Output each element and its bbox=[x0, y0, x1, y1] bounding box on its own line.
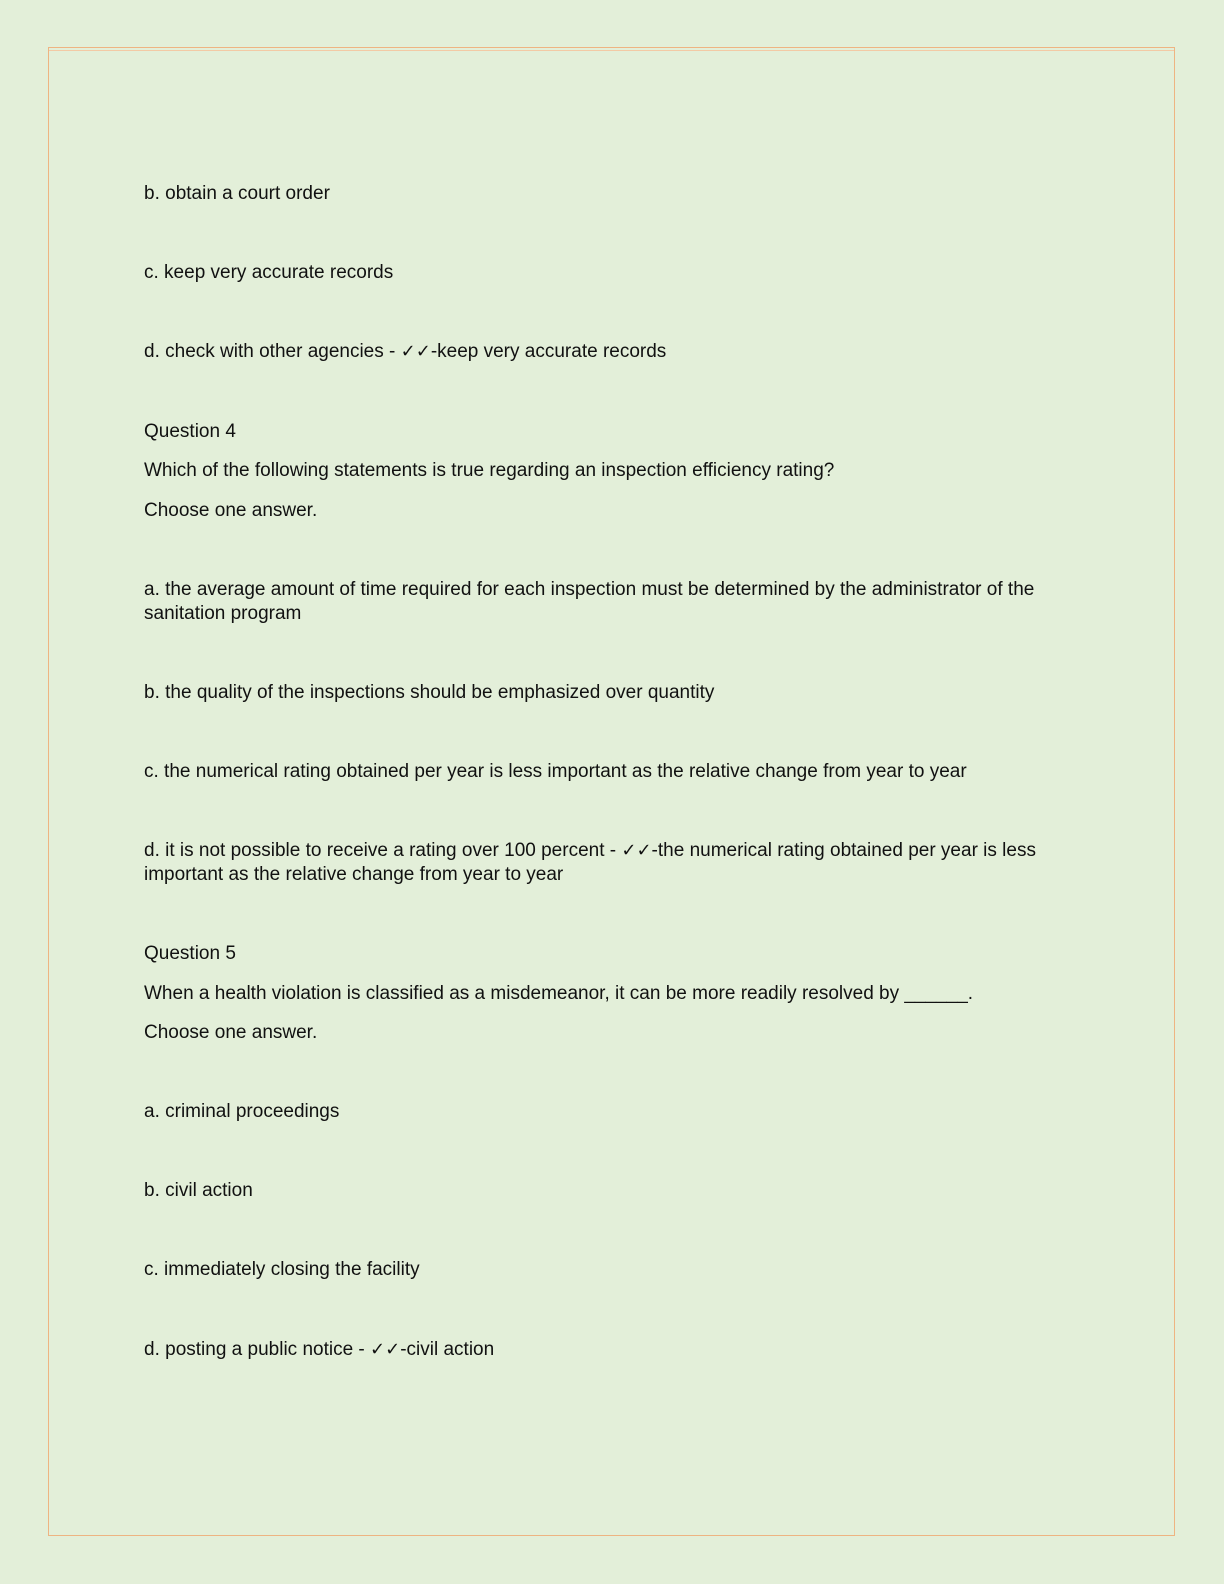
q5-option-c: c. immediately closing the facility bbox=[144, 1259, 420, 1280]
q4-instruction: Choose one answer. bbox=[144, 500, 318, 521]
q4-title: Question 4 bbox=[144, 421, 236, 442]
q4-option-b: b. the quality of the inspections should be emphasized over quantity bbox=[144, 682, 715, 703]
q3-option-c: c. keep very accurate records bbox=[144, 262, 394, 283]
double-check-icon: ✓✓ bbox=[370, 1339, 401, 1360]
double-check-icon: ✓✓ bbox=[621, 840, 652, 861]
q5-title: Question 5 bbox=[144, 943, 236, 964]
q5-correct-answer: -civil action bbox=[400, 1339, 495, 1360]
q5-prompt: When a health violation is classified as a misdemeanor, it can be more readily resolved by ______. bbox=[144, 983, 974, 1004]
q4-option-d bbox=[144, 839, 1084, 887]
q3-correct-answer: -keep very accurate records bbox=[430, 341, 667, 362]
q4-correct-answer: -the numerical rating obtained per year is less important as the relative change from year to year bbox=[144, 840, 1036, 885]
q4-option-d-text: d. it is not possible to receive a rating over 100 percent - bbox=[144, 840, 622, 861]
q5-option-a: a. criminal proceedings bbox=[144, 1101, 340, 1122]
q5-option-b: b. civil action bbox=[144, 1180, 253, 1201]
q4-option-a: a. the average amount of time required for each inspection must be determined by the administrator of the sanitation program bbox=[144, 579, 1035, 624]
q3-option-b: b. obtain a court order bbox=[144, 183, 330, 204]
q3-option-d bbox=[144, 340, 1084, 364]
q5-option-d bbox=[144, 1338, 1084, 1362]
q3-option-d-text: d. check with other agencies - bbox=[144, 341, 401, 362]
q5-option-d-text: d. posting a public notice - bbox=[144, 1339, 371, 1360]
q4-option-c: c. the numerical rating obtained per year is less important as the relative change from year to year bbox=[144, 761, 967, 782]
double-check-icon: ✓✓ bbox=[400, 341, 431, 362]
q5-instruction: Choose one answer. bbox=[144, 1022, 318, 1043]
q4-prompt: Which of the following statements is true regarding an inspection efficiency rating? bbox=[144, 460, 835, 481]
